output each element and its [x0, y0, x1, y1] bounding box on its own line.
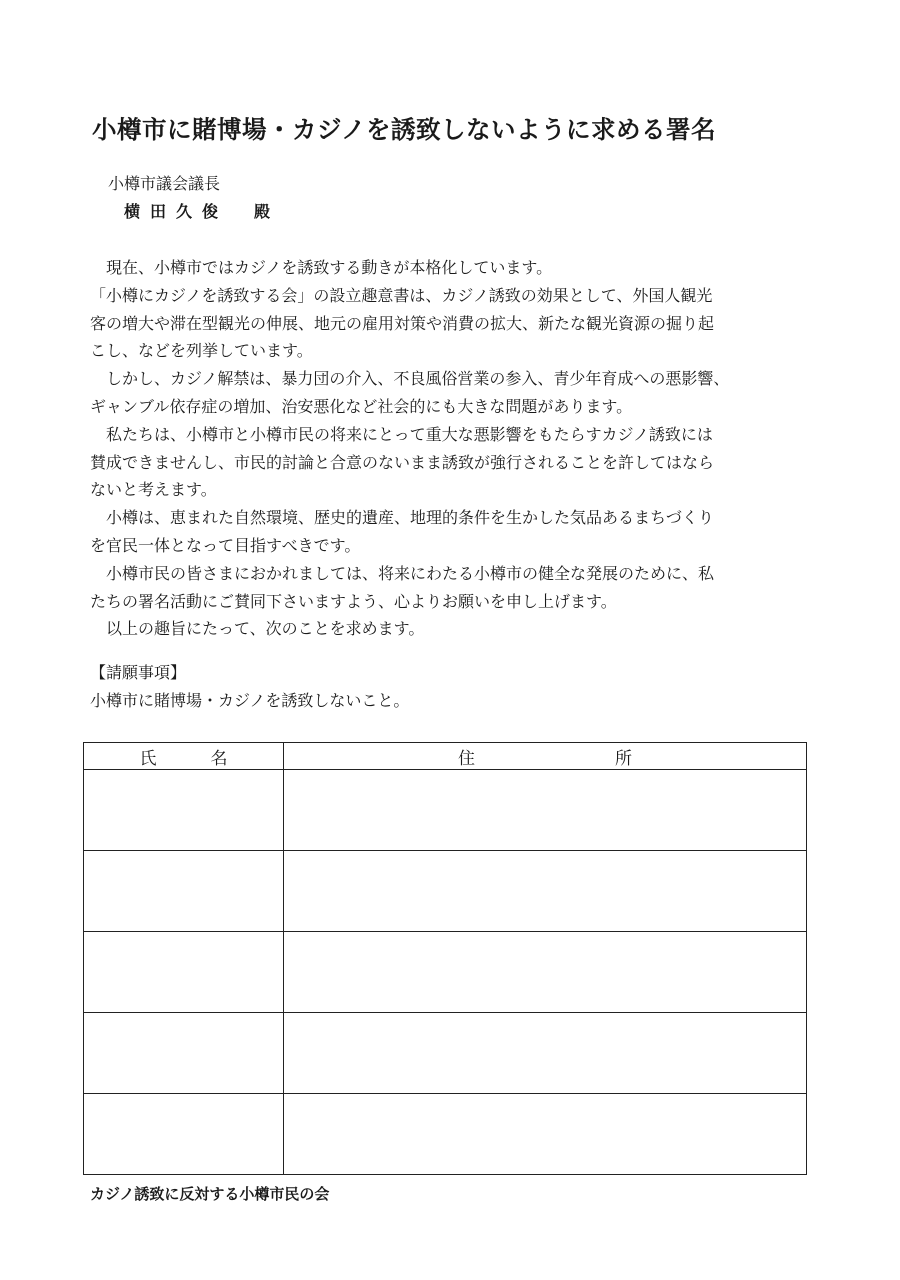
body-line: 小樽は、恵まれた自然環境、歴史的遺産、地理的条件を生かした気品あるまちづくり	[90, 508, 714, 528]
address-cell[interactable]	[284, 932, 807, 1013]
organization-name: カジノ誘致に反対する小樽市民の会	[90, 1185, 330, 1203]
address-cell[interactable]	[284, 770, 807, 851]
body-line: ギャンブル依存症の増加、治安悪化など社会的にも大きな問題があります。	[90, 396, 633, 416]
request-heading: 【請願事項】	[90, 663, 187, 682]
request-text: 小樽市に賭博場・カジノを誘致しないこと。	[90, 691, 410, 710]
name-cell[interactable]	[84, 1013, 284, 1094]
table-row	[84, 1013, 807, 1094]
address-cell[interactable]	[284, 851, 807, 932]
body-line: 「小樽にカジノを誘致する会」の設立趣意書は、カジノ誘致の効果として、外国人観光	[90, 285, 713, 305]
body-line: 小樽市民の皆さまにおかれましては、将来にわたる小樽市の健全な発展のために、私	[90, 563, 715, 583]
body-line: 現在、小樽市ではカジノを誘致する動きが本格化しています。	[90, 258, 553, 277]
addressee-position: 小樽市議会議長	[108, 174, 221, 193]
name-cell[interactable]	[84, 932, 284, 1013]
column-header-address: 住所	[284, 743, 807, 770]
table-row	[84, 770, 807, 851]
body-line: 私たちは、小樽市と小樽市民の将来にとって重大な悪影響をもたらすカジノ誘致には	[90, 424, 713, 444]
addressee-name: 横田久俊 殿	[124, 202, 281, 221]
signature-table	[83, 742, 807, 1175]
name-cell[interactable]	[84, 770, 284, 851]
column-header-name: 氏名	[84, 743, 284, 770]
address-cell[interactable]	[284, 1094, 807, 1175]
table-row	[84, 932, 807, 1013]
body-line: 賛成できませんし、市民的討論と合意のないまま誘致が強行されることを許してはなら	[90, 452, 715, 472]
table-row	[84, 1094, 807, 1175]
body-line: 以上の趣旨にたって、次のことを求めます。	[90, 619, 425, 639]
signature-table-header	[84, 743, 807, 770]
body-line: こし、などを列挙しています。	[90, 341, 313, 361]
addressee-block	[108, 170, 280, 226]
table-row	[84, 851, 807, 932]
petition-body	[90, 254, 820, 643]
name-cell[interactable]	[84, 1094, 284, 1175]
body-line: を官民一体となって目指すべきです。	[90, 535, 361, 555]
document-title: 小樽市に賭博場・カジノを誘致しないように求める署名	[92, 115, 717, 145]
body-line: 客の増大や滞在型観光の伸展、地元の雇用対策や消費の拡大、新たな観光資源の掘り起	[90, 313, 715, 333]
body-line: たちの署名活動にご賛同下さいますよう、心よりお願いを申し上げます。	[90, 591, 617, 611]
body-line: ないと考えます。	[90, 480, 217, 500]
name-cell[interactable]	[84, 851, 284, 932]
body-line: しかし、カジノ解禁は、暴力団の介入、不良風俗営業の参入、青少年育成への悪影響、	[90, 369, 730, 389]
address-cell[interactable]	[284, 1013, 807, 1094]
